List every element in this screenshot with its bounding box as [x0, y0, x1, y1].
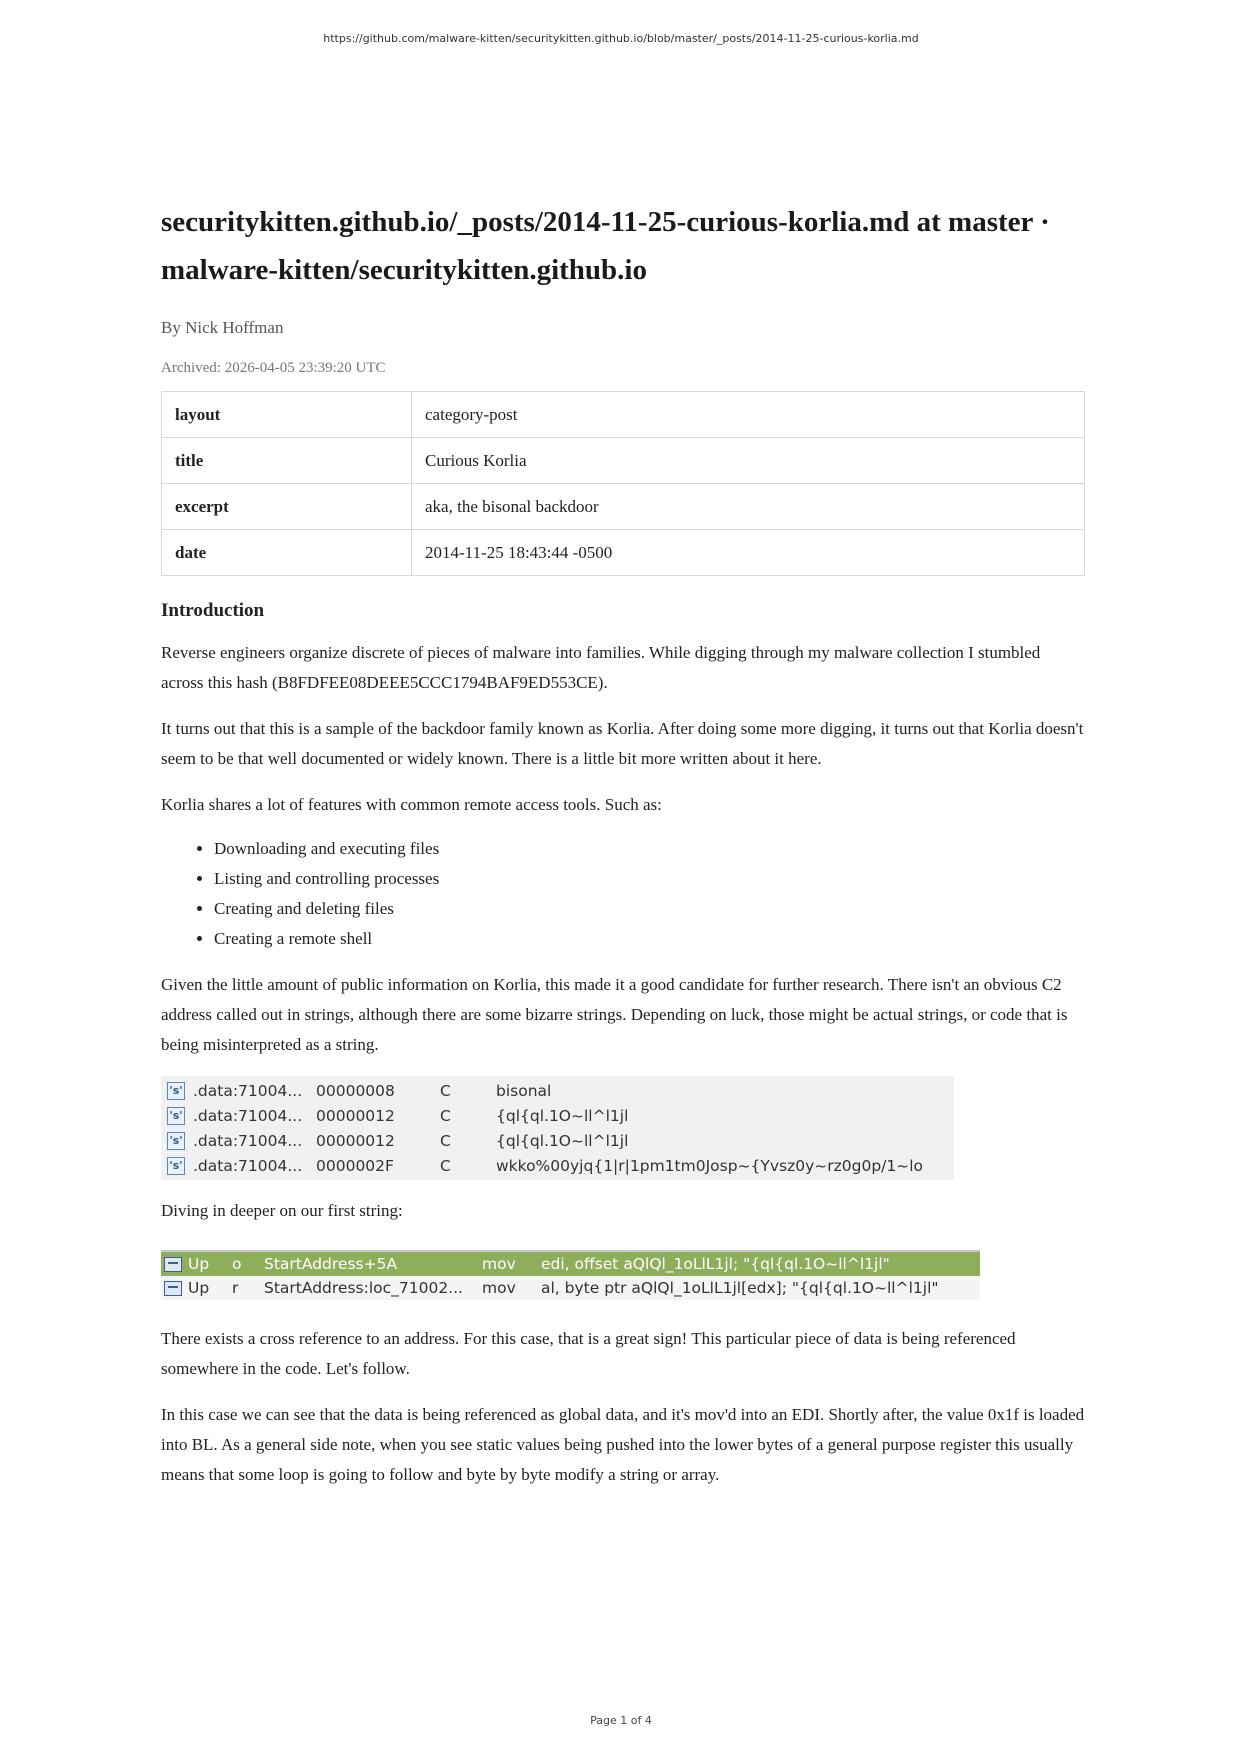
- string-type: C: [440, 1106, 451, 1125]
- table-row: [162, 438, 1085, 484]
- xref-row: [161, 1252, 980, 1276]
- front-matter-key: excerpt: [162, 484, 412, 530]
- global-data-paragraph: In this case we can see that the data is being referenced as global data, and it's mov'd into an EDI. Shortly after, the value 0x1f is loaded into BL. As a general side note, when you see static values being pushed into the lower bytes of a general purpose register this usually means that some loop is going to follow and byte by byte modify a string or array.: [161, 1405, 1085, 1484]
- features-intro-paragraph: Korlia shares a lot of features with common remote access tools. Such as:: [161, 795, 662, 814]
- xref-instruction: mov: [482, 1255, 516, 1273]
- string-length: 00000012: [316, 1131, 395, 1150]
- ida-strings-screenshot: [161, 1076, 954, 1180]
- document-title: securitykitten.github.io/_posts/2014-11-25-curious-korlia.md at master · malware-kitten/securitykitten.github.io: [161, 206, 1050, 286]
- string-icon: 's': [167, 1107, 185, 1125]
- front-matter-value: Curious Korlia: [412, 438, 1085, 484]
- xref-direction: Up: [188, 1255, 210, 1273]
- strings-row: [161, 1128, 954, 1153]
- string-icon: 's': [167, 1082, 185, 1100]
- string-value: bisonal: [496, 1081, 552, 1100]
- string-length: 00000012: [316, 1106, 395, 1125]
- page-url-header: https://github.com/malware-kitten/securitykitten.github.io/blob/master/_posts/2014-11-25-curious-korlia.md: [323, 32, 919, 45]
- xref-icon: [164, 1281, 182, 1296]
- string-address: .data:71004...: [193, 1106, 303, 1125]
- features-list: [161, 834, 1085, 954]
- korlia-paragraph: It turns out that this is a sample of the backdoor family known as Korlia. After doing some more digging, it turns out that Korlia doesn't seem to be that well documented or widely known. There is a little bit more written about it here.: [161, 719, 1084, 768]
- xref-address: StartAddress+5A: [264, 1255, 398, 1273]
- front-matter-value: aka, the bisonal backdoor: [412, 484, 1085, 530]
- front-matter-table: [161, 391, 1085, 576]
- table-row: [162, 530, 1085, 576]
- list-item: • Creating a remote shell: [214, 924, 1085, 954]
- strings-row: [161, 1153, 954, 1178]
- table-row: [162, 484, 1085, 530]
- list-item: • Creating and deleting files: [214, 894, 1085, 924]
- string-length: 00000008: [316, 1081, 395, 1100]
- string-type: C: [440, 1156, 451, 1175]
- xref-direction: Up: [188, 1279, 210, 1297]
- page-number: Page 1 of 4: [590, 1714, 652, 1727]
- archived-timestamp: Archived: 2026-04-05 23:39:20 UTC: [161, 360, 386, 376]
- author-byline: By Nick Hoffman: [161, 318, 284, 337]
- string-address: .data:71004...: [193, 1156, 303, 1175]
- xref-text: al, byte ptr aQlQl_1oLlL1jl[edx]; "{ql{ql.1O~ll^l1jl": [541, 1279, 939, 1297]
- document-page: [161, 198, 1085, 1490]
- front-matter-key: date: [162, 530, 412, 576]
- xref-text: edi, offset aQlQl_1oLlL1jl; "{ql{ql.1O~ll^l1jl": [541, 1255, 890, 1273]
- string-value: {ql{ql.1O~ll^l1jl: [496, 1106, 629, 1125]
- xref-type: r: [232, 1279, 239, 1297]
- string-icon: 's': [167, 1132, 185, 1150]
- strings-row: [161, 1078, 954, 1103]
- diving-paragraph: Diving in deeper on our first string:: [161, 1201, 403, 1220]
- front-matter-value: category-post: [412, 392, 1085, 438]
- string-address: .data:71004...: [193, 1131, 303, 1150]
- intro-paragraph: Reverse engineers organize discrete of pieces of malware into families. While digging through my malware collection I stumbled across this hash (B8FDFEE08DEEE5CCC1794BAF9ED553CE).: [161, 643, 1041, 692]
- string-value: {ql{ql.1O~ll^l1jl: [496, 1131, 629, 1150]
- front-matter-key: layout: [162, 392, 412, 438]
- string-type: C: [440, 1131, 451, 1150]
- string-type: C: [440, 1081, 451, 1100]
- list-item: • Listing and controlling processes: [214, 864, 1085, 894]
- list-item: • Downloading and executing files: [214, 834, 1085, 864]
- xref-instruction: mov: [482, 1279, 516, 1297]
- xref-address: StartAddress:loc_71002...: [264, 1279, 463, 1297]
- string-length: 0000002F: [316, 1156, 394, 1175]
- string-icon: 's': [167, 1157, 185, 1175]
- xref-type: o: [232, 1255, 242, 1273]
- xref-row: [161, 1276, 980, 1300]
- table-row: [162, 392, 1085, 438]
- string-value: wkko%00yjq{1|r|1pm1tm0Josp~{Yvsz0y~rz0g0p/1~lo: [496, 1156, 924, 1175]
- strings-row: [161, 1103, 954, 1128]
- front-matter-key: title: [162, 438, 412, 484]
- string-address: .data:71004...: [193, 1081, 303, 1100]
- cross-reference-paragraph: There exists a cross reference to an address. For this case, that is a great sign! This particular piece of data is being referenced somewhere in the code. Let's follow.: [161, 1329, 1016, 1378]
- front-matter-value: 2014-11-25 18:43:44 -0500: [412, 530, 1085, 576]
- introduction-heading: Introduction: [161, 600, 265, 621]
- research-paragraph: Given the little amount of public information on Korlia, this made it a good candidate for further research. There isn't an obvious C2 address called out in strings, although there are some bizarre strings. Depending on luck, those might be actual strings, or code that is being misinterpreted as a string.: [161, 975, 1068, 1054]
- xref-icon: [164, 1257, 182, 1272]
- ida-xrefs-screenshot: [161, 1250, 980, 1300]
